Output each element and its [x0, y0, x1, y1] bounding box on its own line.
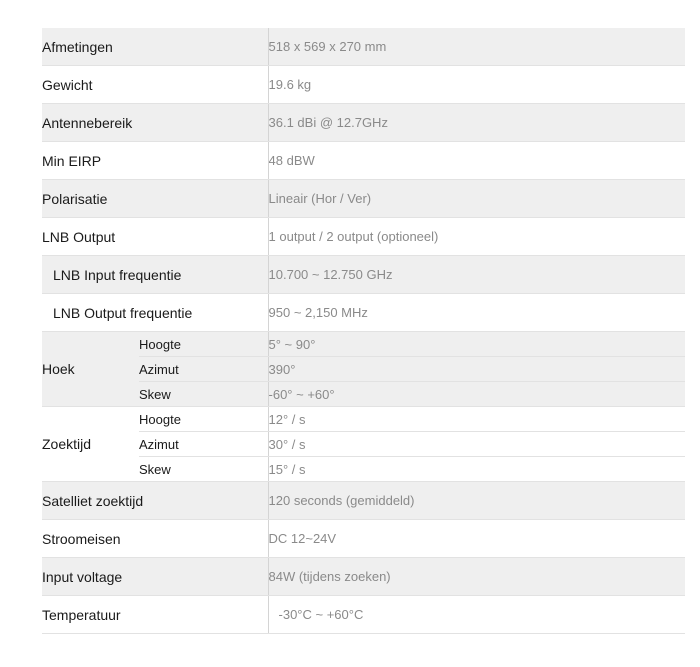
spec-value: 5° ~ 90°	[268, 332, 685, 357]
spec-value: 19.6 kg	[268, 66, 685, 104]
spec-label: Min EIRP	[42, 142, 268, 180]
sub-label: Azimut	[139, 432, 268, 457]
zoektijd-row-azimut	[42, 432, 685, 457]
spec-label: Input voltage	[42, 558, 268, 596]
spec-label: Stroomeisen	[42, 520, 268, 558]
spec-label: LNB Input frequentie	[42, 256, 268, 294]
hoek-row-hoogte	[42, 332, 685, 357]
spec-value: 1 output / 2 output (optioneel)	[268, 218, 685, 256]
spec-value: 30° / s	[268, 432, 685, 457]
spec-value: 120 seconds (gemiddeld)	[268, 482, 685, 520]
spec-row-lnb-output	[42, 218, 685, 256]
sub-label: Hoogte	[139, 332, 268, 357]
spec-value: -30°C ~ +60°C	[268, 596, 685, 634]
spec-table	[42, 28, 685, 634]
sub-label: Skew	[139, 382, 268, 407]
spec-value: Lineair (Hor / Ver)	[268, 180, 685, 218]
spec-row-input-voltage	[42, 558, 685, 596]
spec-row-temperatuur	[42, 596, 685, 634]
spec-row-antennebereik	[42, 104, 685, 142]
spec-value: 48 dBW	[268, 142, 685, 180]
spec-label: Gewicht	[42, 66, 268, 104]
spec-row-afmetingen	[42, 28, 685, 66]
sub-label: Skew	[139, 457, 268, 482]
spec-value: 950 ~ 2,150 MHz	[268, 294, 685, 332]
spec-value: 84W (tijdens zoeken)	[268, 558, 685, 596]
spec-row-gewicht	[42, 66, 685, 104]
sub-label: Hoogte	[139, 407, 268, 432]
spec-row-stroomeisen	[42, 520, 685, 558]
spec-value: 10.700 ~ 12.750 GHz	[268, 256, 685, 294]
spec-label: Satelliet zoektijd	[42, 482, 268, 520]
spec-label: Polarisatie	[42, 180, 268, 218]
sub-label: Azimut	[139, 357, 268, 382]
spec-label: Temperatuur	[42, 596, 268, 634]
spec-row-satelliet-zoektijd	[42, 482, 685, 520]
spec-label: Antennebereik	[42, 104, 268, 142]
spec-value: 390°	[268, 357, 685, 382]
hoek-row-skew	[42, 382, 685, 407]
spec-row-lnb-input-frequentie	[42, 256, 685, 294]
spec-label: LNB Output	[42, 218, 268, 256]
hoek-label: Hoek	[42, 332, 139, 407]
zoektijd-row-hoogte	[42, 407, 685, 432]
spec-value: -60° ~ +60°	[268, 382, 685, 407]
spec-row-lnb-output-frequentie	[42, 294, 685, 332]
spec-row-min-eirp	[42, 142, 685, 180]
spec-label: Afmetingen	[42, 28, 268, 66]
hoek-row-azimut	[42, 357, 685, 382]
spec-value: 12° / s	[268, 407, 685, 432]
spec-value: DC 12~24V	[268, 520, 685, 558]
zoektijd-label: Zoektijd	[42, 407, 139, 482]
spec-value: 518 x 569 x 270 mm	[268, 28, 685, 66]
spec-row-polarisatie	[42, 180, 685, 218]
zoektijd-row-skew	[42, 457, 685, 482]
spec-label: LNB Output frequentie	[42, 294, 268, 332]
spec-value: 36.1 dBi @ 12.7GHz	[268, 104, 685, 142]
spec-value: 15° / s	[268, 457, 685, 482]
